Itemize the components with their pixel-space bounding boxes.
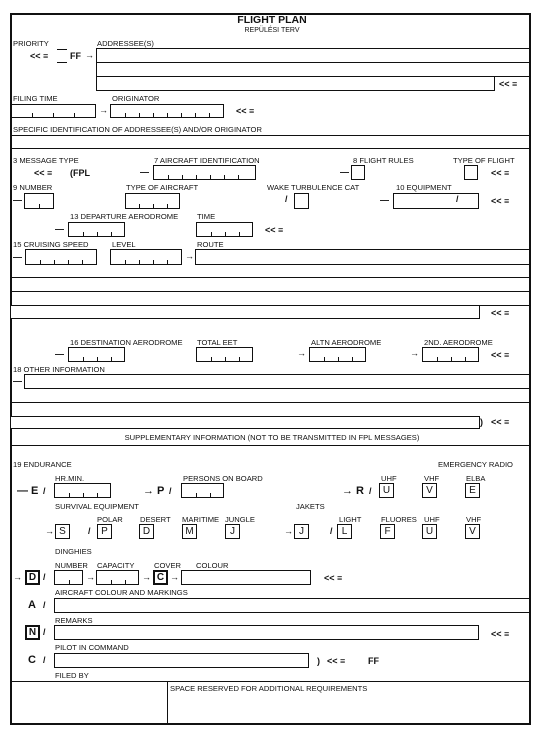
addressee-end-symbol: << ≡ xyxy=(499,79,518,89)
dinghies-number-field[interactable] xyxy=(54,570,83,585)
other-information-label: 18 OTHER INFORMATION xyxy=(13,365,105,374)
number-dash: — xyxy=(13,195,22,205)
departure-time-field[interactable] xyxy=(196,222,253,237)
pilot-in-command-label: PILOT IN COMMAND xyxy=(55,643,129,652)
departure-aerodrome-label: 13 DEPARTURE AERODROME xyxy=(70,212,179,221)
equipment-label: 10 EQUIPMENT xyxy=(396,183,452,192)
wake-turbulence-field[interactable] xyxy=(294,193,309,209)
polar-label: POLAR xyxy=(97,515,123,524)
dinghies-box[interactable]: D xyxy=(25,570,40,585)
ff-arrow: → xyxy=(85,50,94,60)
elba-label: ELBA xyxy=(466,474,486,483)
destination-aerodrome-label: 16 DESTINATION AERODROME xyxy=(70,338,183,347)
survival-vhf-label: VHF xyxy=(466,515,482,524)
polar-slash: / xyxy=(88,526,91,536)
second-altn-arrow: → xyxy=(410,348,419,358)
message-type-label: 3 MESSAGE TYPE xyxy=(13,156,79,165)
remarks-label: REMARKS xyxy=(55,616,93,625)
other-information-line-1[interactable] xyxy=(24,374,530,389)
equipment-end-symbol: << ≡ xyxy=(491,196,510,206)
other-information-paren: ) xyxy=(480,417,483,427)
departure-dash: — xyxy=(55,224,64,234)
altn-aerodrome-label: ALTN AERODROME xyxy=(311,338,382,347)
type-of-flight-field[interactable] xyxy=(464,165,478,180)
type-of-flight-end-symbol: << ≡ xyxy=(491,168,510,178)
pilot-paren: ) xyxy=(317,656,320,666)
fluores-box[interactable]: F xyxy=(380,524,395,539)
colour-label: COLOUR xyxy=(196,561,229,570)
flight-rules-dash: — xyxy=(340,167,349,177)
cover-arrow-2: → xyxy=(170,572,179,582)
light-slash: / xyxy=(330,526,333,536)
maritime-label: MARITIME xyxy=(182,515,220,524)
remarks-slash: / xyxy=(43,627,46,637)
second-altn-field[interactable] xyxy=(422,347,479,362)
destination-aerodrome-field[interactable] xyxy=(68,347,125,362)
level-field[interactable] xyxy=(110,249,182,265)
jakets-label: JAKETS xyxy=(296,502,325,511)
second-altn-label: 2ND. AERODROME xyxy=(424,338,493,347)
persons-on-board-field[interactable] xyxy=(181,483,224,498)
originator-label: ORIGINATOR xyxy=(112,94,160,103)
space-reserved-label: SPACE RESERVED FOR ADDITIONAL REQUIREMENTS xyxy=(170,684,368,693)
uhf-label: UHF xyxy=(381,474,397,483)
remarks-end-symbol: << ≡ xyxy=(491,629,510,639)
type-of-flight-label: TYPE OF FLIGHT xyxy=(453,156,515,165)
addressees-label: ADDRESSEE(S) xyxy=(97,39,154,48)
vhf-label: VHF xyxy=(424,474,440,483)
cruising-speed-dash: — xyxy=(13,252,22,262)
altn-arrow: → xyxy=(297,348,306,358)
filed-by-divider xyxy=(167,681,168,724)
pilot-end-symbol: << ≡ xyxy=(327,656,346,666)
survival-box[interactable]: S xyxy=(55,524,70,539)
persons-on-board-label: PERSONS ON BOARD xyxy=(183,474,263,483)
aircraft-identification-field[interactable] xyxy=(153,165,256,180)
supplementary-heading: SUPPLEMENTARY INFORMATION (NOT TO BE TRANSMITTED IN FPL MESSAGES) xyxy=(124,433,420,442)
level-label: LEVEL xyxy=(112,240,136,249)
survival-equipment-label: SURVIVAL EQUIPMENT xyxy=(55,502,139,511)
originator-end-symbol: << ≡ xyxy=(236,106,255,116)
route-end-symbol: << ≡ xyxy=(491,308,510,318)
wake-turbulence-label: WAKE TURBULENCE CAT xyxy=(267,183,360,192)
priority-end-symbol: << ≡ xyxy=(30,51,49,61)
addressee-line-3[interactable] xyxy=(96,76,495,91)
c-slash: / xyxy=(43,655,46,665)
form-title: FLIGHT PLAN xyxy=(237,14,307,26)
remarks-field[interactable] xyxy=(54,625,479,640)
aircraft-identification-label: 7 AIRCRAFT IDENTIFICATION xyxy=(154,156,260,165)
r-label: → R xyxy=(342,485,364,497)
survival-arrow: → xyxy=(45,526,54,536)
e-slash: / xyxy=(43,486,46,496)
flight-rules-field[interactable] xyxy=(351,165,365,180)
equipment-slash: / xyxy=(456,194,459,204)
dinghies-arrow: → xyxy=(13,572,22,582)
priority-field[interactable] xyxy=(57,49,67,63)
jungle-label: JUNGLE xyxy=(225,515,255,524)
fpl-label: (FPL xyxy=(70,168,90,178)
priority-label: PRIORITY xyxy=(13,39,49,48)
desert-box[interactable]: D xyxy=(139,524,154,539)
specific-identification-label: SPECIFIC IDENTIFICATION OF ADDRESSEE(S) AND/OR ORIGINATOR xyxy=(13,125,262,134)
flight-rules-label: 8 FLIGHT RULES xyxy=(353,156,414,165)
filing-time-arrow: → xyxy=(99,105,108,115)
a-slash: / xyxy=(43,600,46,610)
e-label: — E xyxy=(17,485,39,497)
emergency-radio-label: EMERGENCY RADIO xyxy=(438,460,513,469)
equipment-dash: — xyxy=(380,195,389,205)
number-field[interactable] xyxy=(24,193,54,209)
capacity-label: CAPACITY xyxy=(97,561,135,570)
polar-box[interactable]: P xyxy=(97,524,112,539)
total-eet-field[interactable] xyxy=(196,347,253,362)
total-eet-label: TOTAL EET xyxy=(197,338,238,347)
form-subtitle: REPÜLÉSI TERV xyxy=(244,27,300,34)
wake-turbulence-slash: / xyxy=(285,194,288,204)
p-slash: / xyxy=(169,486,172,496)
desert-label: DESERT xyxy=(140,515,171,524)
departure-aerodrome-field[interactable] xyxy=(68,222,125,237)
route-label: ROUTE xyxy=(197,240,224,249)
aircraft-colour-label: AIRCRAFT COLOUR AND MARKINGS xyxy=(55,588,188,597)
dinghies-end-symbol: << ≡ xyxy=(324,573,343,583)
filing-time-label: FILING TIME xyxy=(13,94,58,103)
endurance-label: 19 ENDURANCE xyxy=(13,460,72,469)
other-information-dash: — xyxy=(13,376,22,386)
cruising-speed-field[interactable] xyxy=(25,249,97,265)
type-of-aircraft-field[interactable] xyxy=(125,193,180,209)
pilot-ff-label: FF xyxy=(368,656,379,666)
altn-aerodrome-field[interactable] xyxy=(309,347,366,362)
cover-arrow: → xyxy=(142,572,151,582)
p-label: → P xyxy=(143,485,165,497)
filed-by-label: FILED BY xyxy=(55,671,89,680)
route-line-1[interactable] xyxy=(195,249,530,265)
destination-dash: — xyxy=(55,349,64,359)
endurance-field[interactable] xyxy=(54,483,111,498)
aircraft-colour-field[interactable] xyxy=(54,598,530,613)
hr-min-label: HR.MIN. xyxy=(55,474,85,483)
jakets-arrow: → xyxy=(284,526,293,536)
addressee-line-2[interactable] xyxy=(96,62,530,77)
capacity-field[interactable] xyxy=(96,570,139,585)
other-information-end-symbol: << ≡ xyxy=(491,417,510,427)
maritime-box[interactable]: M xyxy=(182,524,197,539)
cover-box[interactable]: C xyxy=(153,570,168,585)
elba-box[interactable]: E xyxy=(465,483,480,498)
cover-label: COVER xyxy=(154,561,182,570)
equipment-field[interactable] xyxy=(393,193,479,209)
other-information-line-last[interactable] xyxy=(11,416,480,429)
time-label: TIME xyxy=(197,212,216,221)
originator-field[interactable] xyxy=(110,104,224,118)
aircraft-identification-dash: — xyxy=(140,167,149,177)
cruising-speed-label: 15 CRUISING SPEED xyxy=(13,240,89,249)
uhf-box[interactable]: U xyxy=(379,483,394,498)
remarks-n-box[interactable]: N xyxy=(25,625,40,640)
light-label: LIGHT xyxy=(339,515,362,524)
destination-end-symbol: << ≡ xyxy=(491,350,510,360)
addressee-line-1[interactable] xyxy=(96,48,530,63)
departure-end-symbol: << ≡ xyxy=(265,225,284,235)
a-label: A xyxy=(28,599,36,611)
light-box[interactable]: L xyxy=(337,524,352,539)
type-of-aircraft-label: TYPE OF AIRCRAFT xyxy=(126,183,199,192)
dinghies-slash: / xyxy=(43,572,46,582)
r-slash: / xyxy=(369,486,372,496)
route-line-last[interactable] xyxy=(11,305,480,319)
number-label: 9 NUMBER xyxy=(13,183,53,192)
route-arrow: → xyxy=(185,251,194,261)
survival-uhf-label: UHF xyxy=(424,515,440,524)
jakets-box[interactable]: J xyxy=(294,524,309,539)
filing-time-field[interactable] xyxy=(11,104,96,118)
dinghies-number-label: NUMBER xyxy=(55,561,88,570)
pilot-in-command-field[interactable] xyxy=(54,653,309,668)
colour-field[interactable] xyxy=(181,570,311,585)
message-type-end-symbol: << ≡ xyxy=(34,168,53,178)
ff-label: FF xyxy=(70,51,81,61)
c-label: C xyxy=(28,654,36,666)
survival-uhf-box[interactable]: U xyxy=(422,524,437,539)
dinghies-label: DINGHIES xyxy=(55,547,92,556)
fluores-label: FLUORES xyxy=(381,515,417,524)
jungle-box[interactable]: J xyxy=(225,524,240,539)
vhf-box[interactable]: V xyxy=(422,483,437,498)
survival-vhf-box[interactable]: V xyxy=(465,524,480,539)
capacity-arrow: → xyxy=(86,572,95,582)
